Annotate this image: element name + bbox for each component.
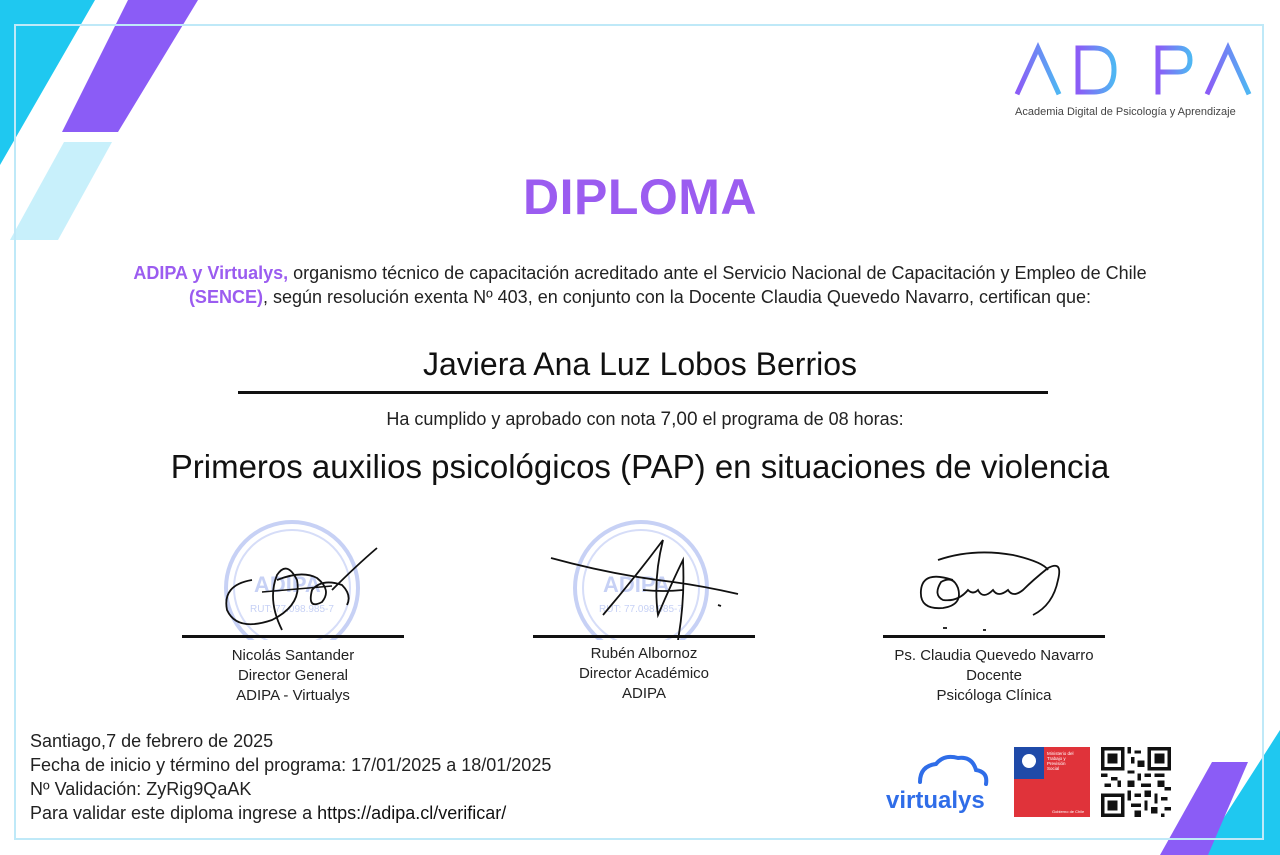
signatory-org: ADIPA - Virtualys: [236, 687, 350, 704]
signatory-info: [863, 646, 1125, 706]
signatory-name: Nicolás Santander: [231, 647, 355, 664]
verify-line: [30, 803, 506, 824]
issue-date: 7 de febrero de 2025: [106, 731, 274, 751]
signature-block-docente: [883, 520, 1105, 710]
approved-line: [0, 409, 1280, 431]
validation-code: ZyRig9QaAK: [146, 779, 252, 799]
diploma-border: [14, 24, 1264, 840]
sence-label: (SENCE): [188, 287, 263, 307]
ministry-label: Ministerio del: [1047, 751, 1074, 756]
signatory-role: Director General: [237, 667, 349, 684]
virtualys-word: virtualys: [886, 787, 985, 814]
gobierno-de-chile-logo: [1014, 747, 1090, 817]
student-name: Javiera Ana Luz Lobos Berrios: [422, 346, 858, 382]
verify-link[interactable]: https://adipa.cl/verificar/: [317, 803, 507, 823]
handwritten-signature-santander: [182, 520, 404, 640]
svg-text:Previsión: Previsión: [1047, 761, 1066, 766]
program-name: Primeros auxilios psicológicos (PAP) en situaciones de violencia: [170, 448, 1110, 485]
gobierno-label: Gobierno de Chile: [1052, 809, 1085, 814]
handwritten-signature-albornoz: [533, 520, 755, 640]
intro-text-1: organismo técnico de capacitación acreditado ante el Servicio Nacional de Capacitación y Empleo de Chile: [288, 263, 1147, 283]
program-period: Fecha de inicio y término del programa: 17/01/2025 a 18/01/2025: [30, 755, 552, 775]
intro-lead: ADIPA y Virtualys,: [133, 263, 289, 283]
issue-date-line: [30, 731, 273, 752]
signatory-org: ADIPA: [622, 685, 666, 702]
signature-line: [182, 635, 404, 638]
signatory-name: Ps. Claudia Quevedo Navarro: [894, 647, 1094, 664]
name-underline: [238, 391, 1048, 394]
svg-text:Social: Social: [1047, 766, 1060, 771]
stamp-rut: RUT: 77.098.985-7: [599, 604, 683, 615]
signatory-info: [513, 644, 775, 704]
intro-text-2: , según resolución exenta Nº 403, en conjunto con la Docente Claudia Quevedo Navarro, certifican que:: [262, 287, 1092, 307]
signatory-org: Psicóloga Clínica: [936, 687, 1052, 704]
signatory-role: Docente: [966, 667, 1022, 684]
adipa-logo: [1012, 40, 1252, 100]
intro-paragraph: [100, 261, 1180, 309]
approved-suffix: el programa de 08 horas:: [697, 409, 904, 429]
signature-line: [883, 635, 1105, 638]
svg-text:Trabajo y: Trabajo y: [1047, 756, 1066, 761]
signature-block-director-academico: [533, 520, 755, 710]
diploma-title: DIPLOMA: [522, 169, 758, 225]
signatory-info: [162, 646, 424, 706]
signatory-name: Rubén Albornoz: [590, 645, 698, 662]
stamp-text: ADIPA: [603, 572, 670, 597]
signature-line: [533, 635, 755, 638]
validation-line: [30, 779, 251, 800]
stamp-rut: RUT: 77.098.985-7: [250, 604, 334, 615]
signature-block-director-general: [182, 520, 404, 710]
qr-code[interactable]: [1101, 747, 1171, 817]
stamp-text: ADIPA: [254, 572, 321, 597]
verify-label: Para validar este diploma ingrese a: [30, 803, 318, 823]
handwritten-signature-quevedo: [883, 520, 1105, 640]
signatory-role: Director Académico: [578, 665, 710, 682]
virtualys-logo: [886, 752, 1006, 814]
validation-label: Nº Validación:: [30, 779, 147, 799]
grade-value: 7,00: [660, 409, 698, 430]
approved-prefix: Ha cumplido y aprobado con nota: [386, 409, 661, 429]
logo-tagline: Academia Digital de Psicología y Aprendizaje: [1015, 106, 1236, 118]
issue-place: Santiago,: [30, 731, 107, 751]
